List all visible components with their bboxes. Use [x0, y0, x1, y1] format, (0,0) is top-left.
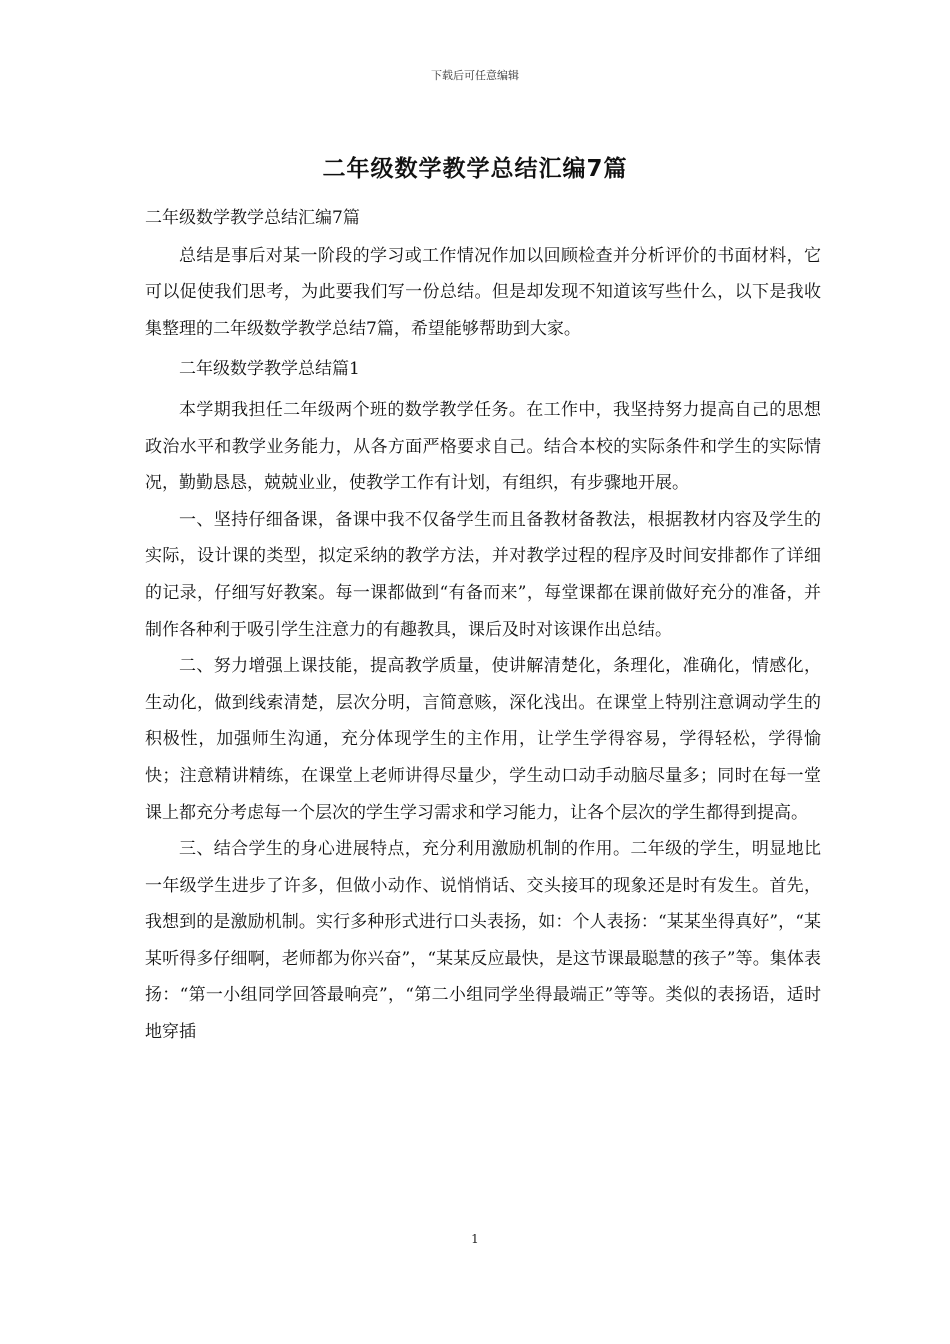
header-note: 下载后可任意编辑 [431, 69, 519, 82]
document-body [145, 200, 821, 1051]
section-heading: 二年级数学教学总结篇1 [179, 359, 360, 380]
paragraph-3: 二、努力增强上课技能，提高教学质量，使讲解清楚化，条理化，准确化，情感化，生动化，做到线索清楚，层次分明，言简意赅，深化浅出。在课堂上特别注意调动学生的积极性，加强师生沟通，充分体现学生的主作用，让学生学得容易，学得轻松，学得愉快；注意精讲精练，在课堂上老师讲得尽量少，学生动口动手动脑尽量多；同时在每一堂课上都充分考虑每一个层次的学生学习需求和学习能力，让各个层次的学生都得到提高。 [145, 656, 821, 823]
document-title: 二年级数学教学总结汇编7篇 [322, 156, 628, 182]
paragraph-1: 本学期我担任二年级两个班的数学教学任务。在工作中，我坚持努力提高自己的思想政治水平和教学业务能力，从各方面严格要求自己。结合本校的实际条件和学生的实际情况，勤勤恳恳，兢兢业业，使教学工作有计划，有组织，有步骤地开展。 [145, 399, 821, 494]
page-number: 1 [471, 1232, 479, 1246]
paragraph-4: 三、结合学生的身心进展特点，充分利用激励机制的作用。二年级的学生，明显地比一年级学生进步了许多，但做小动作、说悄悄话、交头接耳的现象还是时有发生。首先，我想到的是激励机制。实行多种形式进行口头表扬，如：个人表扬：“某某坐得真好”，“某某听得多仔细啊，老师都为你兴奋”，“某某反应最快，是这节课最聪慧的孩子”等。集体表扬：“第一小组同学回答最响亮”，“第二小组同学坐得最端正”等等。类似的表扬语，适时地穿插 [145, 839, 821, 1043]
document-subtitle: 二年级数学教学总结汇编7篇 [145, 208, 360, 228]
paragraph-2: 一、坚持仔细备课，备课中我不仅备学生而且备教材备教法，根据教材内容及学生的实际，设计课的类型，拟定采纳的教学方法，并对教学过程的程序及时间安排都作了详细的记录，仔细写好教案。每一课都做到“有备而来”，每堂课都在课前做好充分的准备，并制作各种利于吸引学生注意力的有趣教具，课后及时对该课作出总结。 [145, 509, 821, 640]
intro-paragraph: 总结是事后对某一阶段的学习或工作情况作加以回顾检查并分析评价的书面材料，它可以促使我们思考，为此要我们写一份总结。但是却发现不知道该写些什么，以下是我收集整理的二年级数学教学总结7篇，希望能够帮助到大家。 [145, 245, 821, 339]
